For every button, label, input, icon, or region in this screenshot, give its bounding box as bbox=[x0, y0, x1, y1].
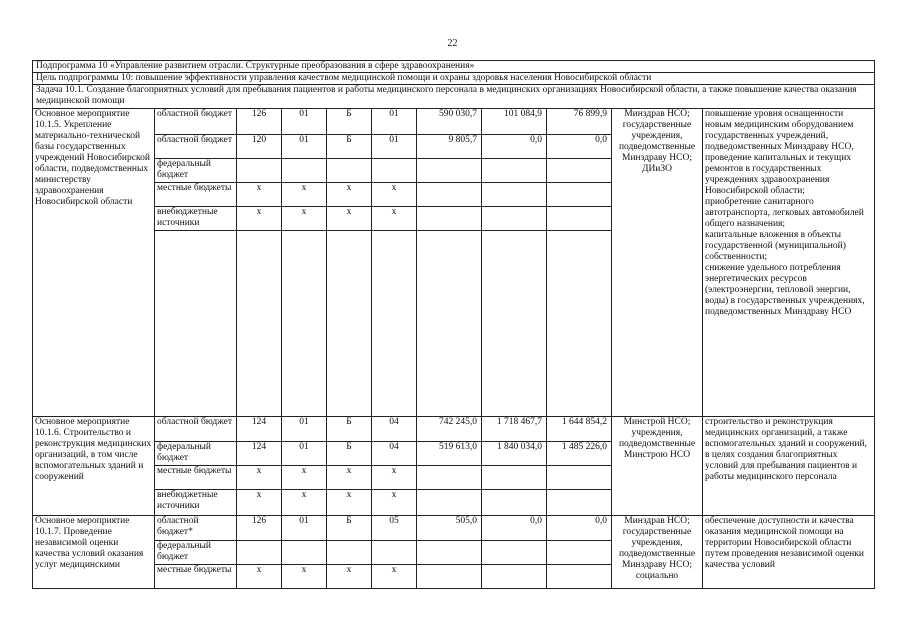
code-cell: 05 bbox=[372, 516, 417, 541]
value-cell bbox=[482, 183, 547, 207]
funding-source: внебюджетные источники bbox=[155, 207, 237, 231]
value-cell bbox=[547, 207, 612, 231]
value-cell bbox=[547, 183, 612, 207]
value-cell bbox=[482, 466, 547, 490]
code-cell: Б bbox=[327, 442, 372, 466]
code-cell bbox=[327, 159, 372, 183]
code-cell: х bbox=[372, 565, 417, 589]
value-cell bbox=[417, 159, 482, 183]
value-cell bbox=[417, 466, 482, 490]
value-cell bbox=[417, 490, 482, 516]
funding-source: областной бюджет bbox=[155, 135, 237, 159]
table-row bbox=[33, 109, 875, 135]
code-cell: х bbox=[327, 490, 372, 516]
funding-source: местные бюджеты bbox=[155, 565, 237, 589]
code-cell: х bbox=[327, 183, 372, 207]
value-cell: 0,0 bbox=[482, 516, 547, 541]
funding-source: федеральный бюджет bbox=[155, 159, 237, 183]
value-cell: 0,0 bbox=[547, 516, 612, 541]
value-cell: 1 718 467,7 bbox=[482, 417, 547, 442]
code-cell: х bbox=[282, 466, 327, 490]
table-row bbox=[33, 516, 875, 541]
code-cell: 124 bbox=[237, 417, 282, 442]
code-cell: 01 bbox=[282, 109, 327, 135]
program-table bbox=[32, 60, 875, 589]
code-cell: 01 bbox=[282, 516, 327, 541]
value-cell bbox=[417, 565, 482, 589]
funding-source: областной бюджет* bbox=[155, 516, 237, 541]
value-cell: 0,0 bbox=[547, 135, 612, 159]
code-cell bbox=[237, 159, 282, 183]
code-cell: х bbox=[327, 565, 372, 589]
code-cell: х bbox=[237, 565, 282, 589]
value-cell bbox=[547, 565, 612, 589]
code-cell: 120 bbox=[237, 135, 282, 159]
value-cell bbox=[417, 183, 482, 207]
value-cell bbox=[482, 159, 547, 183]
code-cell bbox=[372, 541, 417, 565]
value-cell bbox=[417, 541, 482, 565]
code-cell: х bbox=[282, 565, 327, 589]
code-cell: х bbox=[372, 207, 417, 231]
value-cell: 505,0 bbox=[417, 516, 482, 541]
value-cell bbox=[482, 207, 547, 231]
funding-source: местные бюджеты bbox=[155, 183, 237, 207]
measure-name: Основное мероприятие 10.1.6. Строительство и реконструкция медицинских организаций, в том числе вспомогательных зданий и сооружений bbox=[33, 417, 155, 516]
value-cell bbox=[482, 541, 547, 565]
code-cell: 01 bbox=[282, 417, 327, 442]
code-cell bbox=[282, 159, 327, 183]
value-cell: 1 644 854,2 bbox=[547, 417, 612, 442]
task-description: Задача 10.1. Создание благоприятных условий для пребывания пациентов и работы медицинского персонала в медицинских организациях Новосибирской области, а также повышение качества оказания медицинской помощи bbox=[33, 85, 875, 109]
subprogram-title: Подпрограмма 10 «Управление развитием отрасли. Структурные преобразования в сфере здравоохранения» bbox=[33, 61, 875, 73]
executor: Минздрав НСО; государственные учреждения, подведомственные Минздраву НСО; социально bbox=[612, 516, 703, 589]
measure-name: Основное мероприятие 10.1.5. Укрепление материально-технической базы государственных учреждений Новосибирской области, подведомственных министерству здравоохранения Новосибирской области bbox=[33, 109, 155, 417]
code-cell: х bbox=[327, 207, 372, 231]
code-cell: х bbox=[372, 490, 417, 516]
code-cell bbox=[237, 541, 282, 565]
code-cell: х bbox=[237, 490, 282, 516]
page-number: 22 bbox=[447, 38, 458, 49]
code-cell bbox=[282, 541, 327, 565]
code-cell: 01 bbox=[372, 109, 417, 135]
value-cell: 1 840 034,0 bbox=[482, 442, 547, 466]
executor: Минстрой НСО; учреждения, подведомственные Минстрою НСО bbox=[612, 417, 703, 516]
value-cell bbox=[547, 159, 612, 183]
code-cell: 04 bbox=[372, 417, 417, 442]
value-cell bbox=[482, 490, 547, 516]
subprogram-goal: Цель подпрограммы 10: повышение эффективности управления качеством медицинской помощи и охраны здоровья населения Новосибирской области bbox=[33, 73, 875, 85]
value-cell bbox=[417, 207, 482, 231]
code-cell: 04 bbox=[372, 442, 417, 466]
executor: Минздрав НСО; государственные учреждения, подведомственные Минздраву НСО; ДИиЗО bbox=[612, 109, 703, 417]
measure-name: Основное мероприятие 10.1.7. Проведение независимой оценки качества условий оказания услуг медицинскими bbox=[33, 516, 155, 589]
value-cell bbox=[482, 565, 547, 589]
expected-result: обеспечение доступности и качества оказания медицинской помощи на территории Новосибирской области путем проведения независимой оценки качества условий bbox=[703, 516, 875, 589]
code-cell: 01 bbox=[282, 442, 327, 466]
value-cell bbox=[547, 490, 612, 516]
funding-source: областной бюджет bbox=[155, 417, 237, 442]
code-cell: х bbox=[372, 466, 417, 490]
code-cell: х bbox=[237, 466, 282, 490]
code-cell: 126 bbox=[237, 109, 282, 135]
value-cell: 9 805,7 bbox=[417, 135, 482, 159]
code-cell: 01 bbox=[372, 135, 417, 159]
code-cell: 01 bbox=[282, 135, 327, 159]
value-cell: 590 030,7 bbox=[417, 109, 482, 135]
value-cell: 1 485 226,0 bbox=[547, 442, 612, 466]
code-cell: Б bbox=[327, 135, 372, 159]
funding-source: федеральный бюджет bbox=[155, 442, 237, 466]
funding-source: местные бюджеты bbox=[155, 466, 237, 490]
code-cell: Б bbox=[327, 417, 372, 442]
code-cell: х bbox=[282, 207, 327, 231]
value-cell: 519 613,0 bbox=[417, 442, 482, 466]
code-cell bbox=[327, 541, 372, 565]
code-cell: х bbox=[237, 207, 282, 231]
code-cell: Б bbox=[327, 516, 372, 541]
code-cell: 124 bbox=[237, 442, 282, 466]
code-cell: х bbox=[282, 490, 327, 516]
code-cell: х bbox=[282, 183, 327, 207]
code-cell bbox=[372, 159, 417, 183]
code-cell: х bbox=[372, 183, 417, 207]
value-cell: 742 245,0 bbox=[417, 417, 482, 442]
expected-result: строительство и реконструкция медицинских организаций, а также вспомогательных зданий и сооружений, в целях создания благоприятных условий для пребывания пациентов и работы медицинского персонала bbox=[703, 417, 875, 516]
table-row bbox=[33, 417, 875, 442]
value-cell bbox=[547, 466, 612, 490]
value-cell: 101 084,9 bbox=[482, 109, 547, 135]
expected-result: повышение уровня оснащенности новым медицинским оборудованием государственных учреждений, подведомственных Минздраву НСО, проведение капитальных и текущих ремонтов в государственных учреждениях здравоохранения Новосибирской области; приобретение санитарного автотранспорта, легковых автомобилей общего назначения; капитальные вложения в объекты государственной (муниципальной) собственности; снижение удельного потребления энергетических ресурсов (электроэнергии, тепловой энергии, воды) в государственных учреждениях, подведомственных Минздраву НСО bbox=[703, 109, 875, 417]
value-cell: 76 899,9 bbox=[547, 109, 612, 135]
funding-source: внебюджетные источники bbox=[155, 490, 237, 516]
code-cell: х bbox=[237, 183, 282, 207]
code-cell: 126 bbox=[237, 516, 282, 541]
code-cell: х bbox=[327, 466, 372, 490]
funding-source: федеральный бюджет bbox=[155, 541, 237, 565]
funding-source: областной бюджет bbox=[155, 109, 237, 135]
value-cell: 0,0 bbox=[482, 135, 547, 159]
code-cell: Б bbox=[327, 109, 372, 135]
value-cell bbox=[547, 541, 612, 565]
